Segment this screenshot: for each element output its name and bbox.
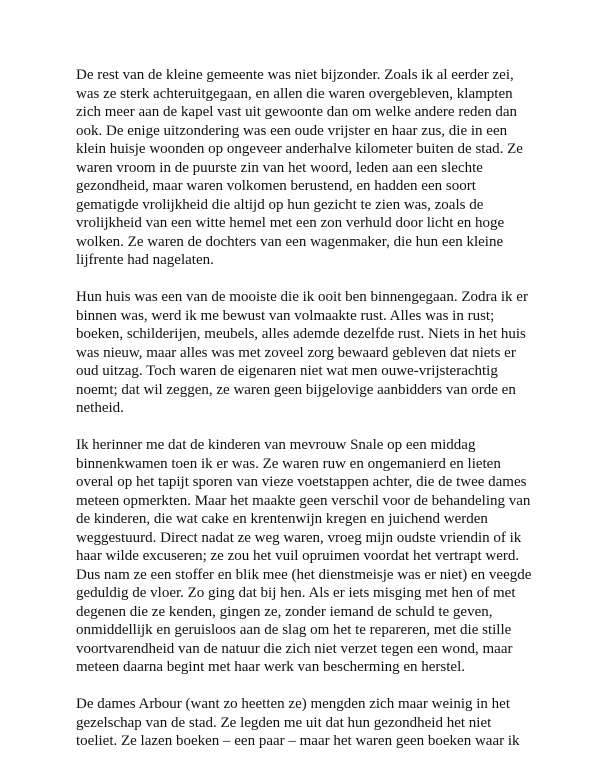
text-line: gematigde vrolijkheid die altijd op hun gezicht te zien was, zoals de (76, 196, 484, 213)
paragraph-1 (76, 66, 538, 270)
text-line: De dames Arbour (want zo heetten ze) mengden zich maar weinig in het (76, 696, 510, 712)
text-line: binnen was, werd ik me bewust van volmaakte rust. Alles was in rust; (76, 307, 495, 324)
text-line: meteen opmerkten. Maar het maakte geen verschil voor de behandeling van (76, 492, 531, 509)
text-line: gezelschap van de stad. Ze legden me uit dat hun gezondheid het niet (76, 714, 492, 731)
paragraph-3 (76, 436, 538, 677)
text-line: oud uitzag. Toch waren de eigenaren niet wat men ouwe-vrijsterachtig (76, 363, 498, 379)
paragraph-4 (76, 695, 538, 751)
text-line: klein huisje woonden op ongeveer anderhalve kilometer buiten de stad. Ze (76, 141, 523, 157)
text-line: netheid. (76, 400, 124, 416)
text-line: de kinderen, die wat cake en krentenwijn kregen en juichend werden (76, 511, 488, 527)
text-line: haar wilde excuseren; ze zou het vuil opruimen voordat het vertrapt werd. (76, 548, 520, 564)
text-line: toeliet. Ze lazen boeken – een paar – maar het waren geen boeken waar ik (76, 733, 520, 749)
text-line: Ik herinner me dat de kinderen van mevrouw Snale op een middag (76, 437, 476, 453)
text-line: vrolijkheid van een witte hemel met een zon verhuld door licht en hoge (76, 215, 505, 231)
text-line: geduldig de vloer. Zo ging dat bij hen. Als er iets misging met hen of met (76, 585, 516, 601)
text-line: Dus nam ze een stoffer en blik mee (het dienstmeisje was er niet) en veegde (76, 566, 532, 583)
paragraph-2 (76, 288, 538, 418)
text-line: overal op het tapijt sporen van vieze voetstappen achter, die de twee dames (76, 474, 527, 490)
document-page (76, 66, 538, 769)
text-line: meteen daarna begint met haar werk van bescherming en herstel. (76, 659, 465, 675)
text-line: binnenkwamen toen ik er was. Ze waren ruw en ongemanierd en lieten (76, 455, 501, 472)
text-line: voortvarendheid van de natuur die zich niet verzet tegen een wond, maar (76, 640, 513, 657)
text-line: was ze sterk achteruitgegaan, en allen die waren overgebleven, klampten (76, 85, 513, 102)
text-line: noemt; dat wil zeggen, ze waren geen bijgelovige aanbidders van orde en (76, 381, 516, 398)
text-line: wolken. Ze waren de dochters van een wagenmaker, die hun een kleine (76, 233, 504, 250)
text-line: weggestuurd. Direct nadat ze weg waren, vroeg mijn oudste vriendin of ik (76, 529, 522, 546)
text-line: gezondheid, maar waren volkomen berustend, en hadden een soort (76, 178, 476, 194)
text-line: lijfrente had nagelaten. (76, 252, 214, 268)
text-line: degenen die ze kenden, gingen ze, zonder iemand de schuld te geven, (76, 603, 493, 620)
text-line: boeken, schilderijen, meubels, alles ademde dezelfde rust. Niets in het huis (76, 326, 526, 342)
text-line: De rest van de kleine gemeente was niet bijzonder. Zoals ik al eerder zei, (76, 67, 514, 83)
text-line: onmiddellijk en geruisloos aan de slag om het te repareren, met die stille (76, 622, 512, 638)
text-line: waren vroom in de puurste zin van het woord, leden aan een slechte (76, 159, 483, 176)
text-line: zich meer aan de kapel vast uit gewoonte dan om welke andere reden dan (76, 104, 518, 120)
text-line: ook. De enige uitzondering was een oude vrijster en haar zus, die in een (76, 122, 508, 139)
text-line: Hun huis was een van de mooiste die ik ooit ben binnengegaan. Zodra ik er (76, 289, 528, 305)
text-line: was nieuw, maar alles was met zoveel zorg bewaard gebleven dat niets er (76, 344, 516, 361)
